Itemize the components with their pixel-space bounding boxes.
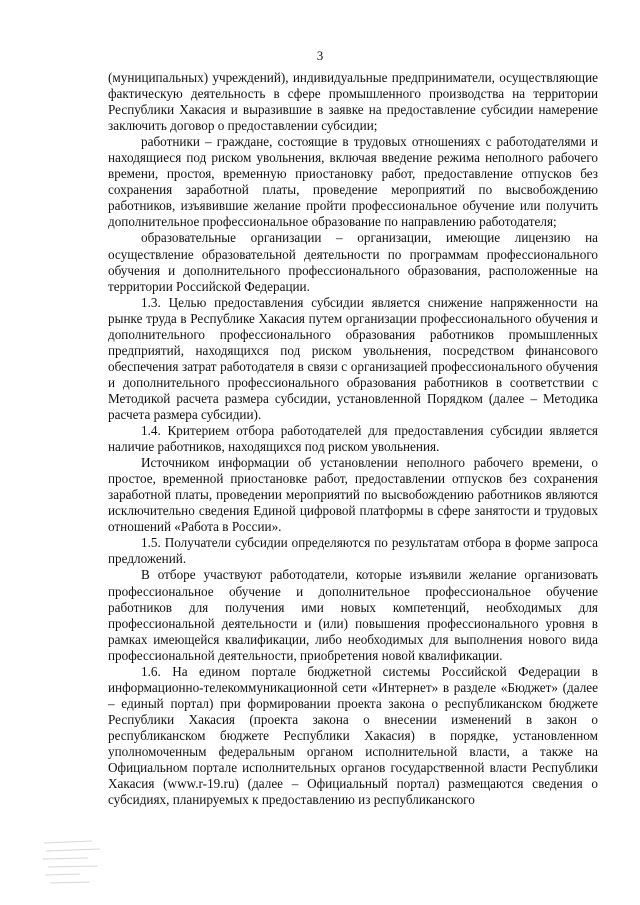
- faint-stamp-mark: [40, 835, 110, 895]
- paragraph-employers-continued: (муниципальных) учреждений), индивидуальные предприниматели, осуществляющие фактическую деятельность в сфере промышленного производства на территории Республики Хакасия и выразившие в заявке на предоставление субсидии намерение заключить договор о предоставлении субсидии;: [108, 70, 598, 134]
- paragraph-selection-participants: В отборе участвуют работодатели, которые изъявили желание организовать профессиональное обучение и дополнительное профессиональное обучение работников для получения ими новых компетенций, необходимых для профессиональной деятельности и (или) повышения профессионального уровня в рамках имеющейся квалификации, либо необходимых для выполнения нового вида профессиональной деятельности, приобретения новой квалификации.: [108, 567, 598, 663]
- page-number: 3: [316, 48, 324, 63]
- paragraph-1-3-purpose: 1.3. Целью предоставления субсидии является снижение напряженности на рынке труда в Республике Хакасия путем организации профессионального обучения и дополнительного профессионального образования работников промышленных предприятий, находящихся под риском увольнения, посредством финансового обеспечения затрат работодателя в связи с организацией профессионального обучения и дополнительного профессионального образования работников в соответствии с Методикой расчета размера субсидии, установленной Порядком (далее – Методика расчета размера субсидии).: [108, 294, 598, 422]
- paragraph-1-4-criterion: 1.4. Критерием отбора работодателей для предоставления субсидии является наличие работников, находящихся под риском увольнения.: [108, 423, 598, 455]
- paragraph-1-6-portal: 1.6. На едином портале бюджетной системы Российской Федерации в информационно-телекоммуникационной сети «Интернет» в разделе «Бюджет» (далее – единый портал) при формировании проекта закона о республиканском бюджете Республики Хакасия (проекта закона о внесении изменений в закон о республиканском бюджете Республики Хакасия) в порядке, установленном уполномоченным федеральным органом исполнительной власти, а также на Официальном портале исполнительных органов государственной власти Республики Хакасия (www.r-19.ru) (далее – Официальный портал) размещаются сведения о субсидиях, планируемых к предоставлению из республиканского: [108, 663, 598, 808]
- document-body: [108, 70, 598, 808]
- paragraph-educational-orgs-definition: образовательные организации – организации, имеющие лицензию на осуществление образовательной деятельности по программам профессионального обучения и дополнительного профессионального образования, расположенные на территории Российской Федерации.: [108, 230, 598, 294]
- paragraph-1-5-recipients: 1.5. Получатели субсидии определяются по результатам отбора в форме запроса предложений.: [108, 535, 598, 567]
- paragraph-information-source: Источником информации об установлении неполного рабочего времени, о простое, временной приостановке работ, предоставлении отпусков без сохранения заработной платы, проведении мероприятий по высвобождению работников являются исключительно сведения Единой цифровой платформы в сфере занятости и трудовых отношений «Работа в России».: [108, 455, 598, 535]
- paragraph-workers-definition: работники – граждане, состоящие в трудовых отношениях с работодателями и находящиеся под риском увольнения, включая введение режима неполного рабочего времени, простоя, временную приостановку работ, предоставление отпусков без сохранения заработной платы, проведение мероприятий по высвобождению работников, изъявившие желание пройти профессиональное обучение или получить дополнительное профессиональное образование по направлению работодателя;: [108, 134, 598, 230]
